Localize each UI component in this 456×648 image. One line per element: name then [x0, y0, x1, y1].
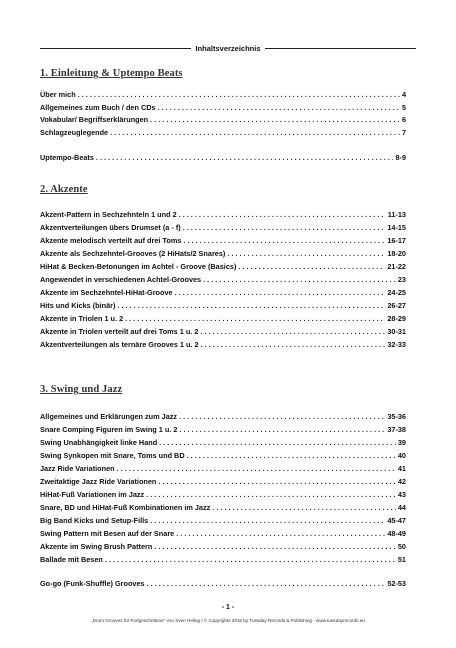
entry-label: Ballade mit Besen	[40, 555, 103, 564]
entry-page: 24-25	[387, 288, 406, 297]
entry-page: 16-17	[387, 236, 406, 245]
entry-label: Akzent-Pattern in Sechzehnteln 1 und 2	[40, 210, 177, 219]
entry-page: 52-53	[387, 579, 406, 588]
toc-entry[interactable]	[40, 464, 406, 473]
toc-entry[interactable]	[40, 115, 406, 124]
dot-leader	[78, 90, 400, 99]
entry-label: Snare Comping Figuren im Swing 1 u. 2	[40, 425, 178, 434]
dot-leader	[147, 579, 386, 588]
dot-leader	[212, 503, 396, 512]
entry-label: Allgemeines und Erklärungen zum Jazz	[40, 412, 178, 421]
dot-leader	[203, 275, 396, 284]
entry-page: 37-38	[387, 425, 406, 434]
entry-page: 45-47	[387, 516, 406, 525]
dot-leader	[110, 128, 400, 137]
dot-leader	[154, 542, 396, 551]
toc-entry[interactable]	[40, 128, 406, 137]
dot-leader	[117, 301, 385, 310]
toc-entry[interactable]	[40, 503, 406, 512]
entry-page: 11-13	[387, 210, 406, 219]
toc-entry[interactable]	[40, 90, 406, 99]
entry-label: Jazz Ride Variationen	[40, 464, 115, 473]
dot-leader	[96, 153, 394, 162]
entry-label: Akzentverteilungen als ternäre Grooves 1 u. 2	[40, 340, 199, 349]
header-rule-right	[265, 48, 416, 49]
entry-page: 26-27	[387, 301, 406, 310]
entry-page: 30-31	[387, 327, 406, 336]
toc-entry[interactable]	[40, 425, 406, 434]
dot-leader	[179, 425, 385, 434]
dot-leader	[117, 464, 396, 473]
entry-label: Uptempo-Beats	[40, 153, 94, 162]
dot-leader	[201, 340, 386, 349]
dot-leader	[146, 490, 396, 499]
entry-label: Akzente als Sechzehntel-Grooves (2 HiHats/2 Snares)	[40, 249, 226, 258]
entry-label: Swing Pattern mit Besen auf der Snare	[40, 529, 175, 538]
entry-label: Vokabular/ Begriffserklärungen	[40, 115, 149, 124]
entry-label: Akzente im Sechzehntel-HiHat-Groove	[40, 288, 173, 297]
entry-page: 41	[397, 464, 406, 473]
entry-page: 35-36	[387, 412, 406, 421]
toc-entry[interactable]	[40, 340, 406, 349]
page-footer: „Drum Grooves für Fortgeschrittene" von Sven Hellog / © Copyrights 2015 by Tuesday Records & Publishing - www.tuesdayrecords.eu	[91, 618, 365, 623]
entry-label: Zweitaktige Jazz Ride Variationen	[40, 477, 157, 486]
dot-leader	[200, 327, 385, 336]
toc-entry[interactable]	[40, 223, 406, 232]
entry-label: Über mich	[40, 90, 76, 99]
entry-page: 44	[397, 503, 406, 512]
toc-entry[interactable]	[40, 555, 406, 564]
toc-entry[interactable]	[40, 529, 406, 538]
entry-page: 6	[401, 115, 406, 124]
dot-leader	[238, 262, 385, 271]
entry-page: 8-9	[395, 153, 406, 162]
toc-entry[interactable]	[40, 236, 406, 245]
entry-label: HiHat & Becken-Betonungen im Achtel - Groove (Basics)	[40, 262, 237, 271]
entry-label: Akzente im Swing Brush Pattern	[40, 542, 153, 551]
toc-entry[interactable]	[40, 542, 406, 551]
toc-entry[interactable]	[40, 103, 406, 112]
entry-page: 28-29	[387, 314, 406, 323]
entry-label: Swing Unabhängigkeit linke Hand	[40, 438, 158, 447]
entry-page: 21-22	[387, 262, 406, 271]
dot-leader	[150, 516, 385, 525]
dot-leader	[179, 210, 386, 219]
entry-label: HiHat-Fuß Variationen im Jazz	[40, 490, 145, 499]
entry-label: Allgemeines zum Buch / den CDs	[40, 103, 156, 112]
entry-page: 23	[397, 275, 406, 284]
entry-label: Akzente in Triolen verteilt auf drei Toms 1 u. 2	[40, 327, 199, 336]
dot-leader	[158, 103, 400, 112]
entry-label: Snare, BD und HiHat-Fuß Kombinationen im Jazz	[40, 503, 211, 512]
toc-entry[interactable]	[40, 210, 406, 219]
toc-entry[interactable]	[40, 327, 406, 336]
toc-entry[interactable]	[40, 288, 406, 297]
dot-leader	[183, 223, 386, 232]
entry-label: Swing Synkopen mit Snare, Toms und BD	[40, 451, 185, 460]
toc-entry[interactable]	[40, 153, 406, 162]
entry-label: Akzente melodisch verteilt auf drei Toms	[40, 236, 182, 245]
dot-leader	[175, 288, 386, 297]
entry-page: 14-15	[387, 223, 406, 232]
entry-label: Big Band Kicks und Setup-Fills	[40, 516, 149, 525]
dot-leader	[183, 236, 385, 245]
entry-page: 4	[401, 90, 406, 99]
entry-label: Akzentverteilungen übers Drumset (a - f)	[40, 223, 181, 232]
toc-entry[interactable]	[40, 275, 406, 284]
dot-leader	[158, 477, 395, 486]
entry-label: Go-go (Funk-Shuffle) Grooves	[40, 579, 145, 588]
toc-entry[interactable]	[40, 490, 406, 499]
toc-entry[interactable]	[40, 579, 406, 588]
section-heading-3: 3. Swing und Jazz	[40, 384, 123, 395]
dot-leader	[179, 412, 385, 421]
entry-page: 5	[401, 103, 406, 112]
toc-entry[interactable]	[40, 301, 406, 310]
entry-label: Angewendet in verschiedenen Achtel-Grooves	[40, 275, 202, 284]
dot-leader	[105, 555, 396, 564]
toc-entry[interactable]	[40, 451, 406, 460]
section-heading-1: 1. Einleitung & Uptempo Beats	[40, 68, 183, 79]
dot-leader	[125, 314, 385, 323]
section-heading-2: 2. Akzente	[40, 184, 88, 195]
entry-label: Schlagzeuglegende	[40, 128, 109, 137]
entry-page: 48-49	[387, 529, 406, 538]
entry-page: 51	[397, 555, 406, 564]
dot-leader	[176, 529, 385, 538]
toc-title: Inhaltsverzeichnis	[195, 44, 261, 53]
page-header	[40, 44, 416, 53]
page-number: - 1 -	[221, 604, 235, 611]
dot-leader	[150, 115, 400, 124]
toc-entry[interactable]	[40, 438, 406, 447]
dot-leader	[159, 438, 396, 447]
entry-page: 18-20	[387, 249, 406, 258]
dot-leader	[187, 451, 396, 460]
entry-page: 39	[397, 438, 406, 447]
header-rule-left	[40, 48, 191, 49]
entry-page: 42	[397, 477, 406, 486]
toc-entry[interactable]	[40, 477, 406, 486]
entry-label: Akzente in Triolen 1 u. 2	[40, 314, 124, 323]
entry-page: 32-33	[387, 340, 406, 349]
toc-entry[interactable]	[40, 314, 406, 323]
entry-page: 7	[401, 128, 406, 137]
dot-leader	[227, 249, 385, 258]
toc-entry[interactable]	[40, 262, 406, 271]
entry-page: 50	[397, 542, 406, 551]
toc-entry[interactable]	[40, 249, 406, 258]
toc-entry[interactable]	[40, 412, 406, 421]
toc-entry[interactable]	[40, 516, 406, 525]
entry-label: Hits und Kicks (binär)	[40, 301, 116, 310]
entry-page: 43	[397, 490, 406, 499]
entry-page: 40	[397, 451, 406, 460]
